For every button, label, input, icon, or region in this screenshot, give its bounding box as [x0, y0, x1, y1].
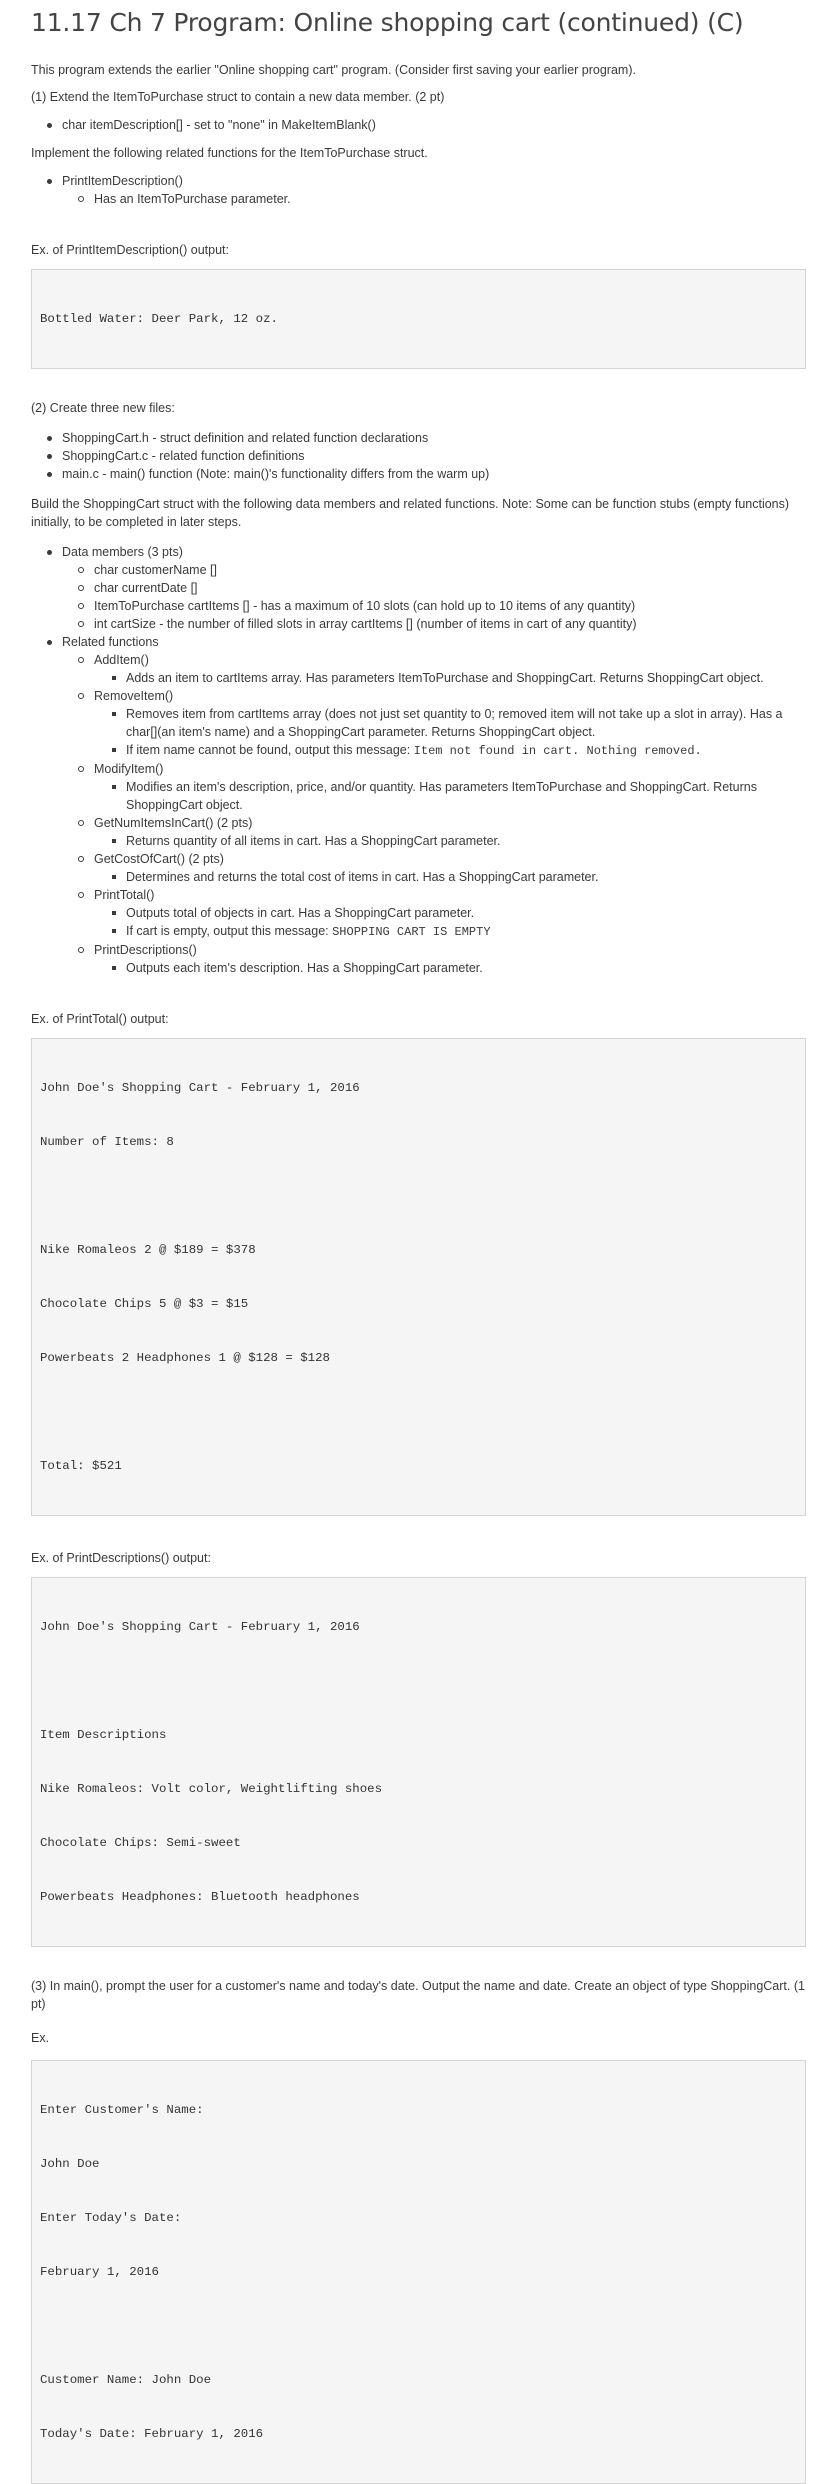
code-line [40, 2317, 797, 2335]
part3-example-label: Ex. [31, 2031, 50, 2045]
notfound-text: If item name cannot be found, output this message: [126, 743, 414, 757]
list-item [62, 760, 806, 814]
list-item [62, 941, 806, 977]
part1-heading: (1) Extend the ItemToPurchase struct to contain a new data member. (2 pt) [31, 90, 445, 104]
empty-code: SHOPPING CART IS EMPTY [332, 925, 491, 939]
code-line: Chocolate Chips 5 @ $3 = $15 [40, 1297, 249, 1311]
list-item [62, 651, 806, 687]
code-line [40, 1403, 797, 1421]
code-line: Nike Romaleos: Volt color, Weightlifting shoes [40, 1782, 383, 1796]
code-line: John Doe [40, 2157, 100, 2171]
list-item: char customerName [] [62, 561, 806, 579]
code-block-print-item-description [31, 269, 806, 369]
code-line: Customer Name: John Doe [40, 2373, 212, 2387]
part3-heading: (3) In main(), prompt the user for a customer's name and today's date. Output the name and date. Create an object of type ShoppingCart. (1 pt) [31, 1979, 805, 2011]
code-block-main-prompt [31, 2060, 806, 2484]
list-item [62, 814, 806, 850]
list-item: char itemDescription[] - set to "none" in MakeItemBlank() [31, 116, 806, 134]
list-item: main.c - main() function (Note: main()'s functionality differs from the warm up) [31, 465, 806, 483]
intro-text: This program extends the earlier "Online shopping cart" program. (Consider first saving your earlier program). [31, 63, 636, 77]
data-members-label: Data members (3 pts) [62, 545, 183, 559]
list-item [94, 922, 806, 941]
list-item: ShoppingCart.h - struct definition and related function declarations [31, 429, 806, 447]
part1-implement-text: Implement the following related functions for the ItemToPurchase struct. [31, 146, 428, 160]
code-line: Bottled Water: Deer Park, 12 oz. [40, 312, 278, 326]
notfound-code: Item not found in cart. Nothing removed. [413, 744, 702, 758]
list-item: Outputs total of objects in cart. Has a ShoppingCart parameter. [94, 904, 806, 922]
list-item: Adds an item to cartItems array. Has parameters ItemToPurchase and ShoppingCart. Returns ShoppingCart object. [94, 669, 806, 687]
function-name: GetNumItemsInCart() (2 pts) [94, 816, 253, 830]
function-name: GetCostOfCart() (2 pts) [94, 852, 224, 866]
code-line [40, 1672, 797, 1690]
code-line: Today's Date: February 1, 2016 [40, 2427, 264, 2441]
part2-heading: (2) Create three new files: [31, 401, 175, 415]
struct-spec-list [31, 543, 806, 977]
code-line: Chocolate Chips: Semi-sweet [40, 1836, 241, 1850]
code-line: John Doe's Shopping Cart - February 1, 2016 [40, 1620, 360, 1634]
code-line: Total: $521 [40, 1459, 122, 1473]
code-line: Item Descriptions [40, 1728, 167, 1742]
list-item [31, 172, 806, 208]
list-item [62, 687, 806, 760]
code-line: Powerbeats 2 Headphones 1 @ $128 = $128 [40, 1351, 330, 1365]
function-name: AddItem() [94, 653, 149, 667]
list-item [94, 741, 806, 760]
code-line: Powerbeats Headphones: Bluetooth headphones [40, 1890, 360, 1904]
function-name: ModifyItem() [94, 762, 164, 776]
list-item: Returns quantity of all items in cart. Has a ShoppingCart parameter. [94, 832, 806, 850]
code-line: Number of Items: 8 [40, 1135, 174, 1149]
list-item: int cartSize - the number of filled slots in array cartItems [] (number of items in cart of any quantity) [62, 615, 806, 633]
empty-text: If cart is empty, output this message: [126, 924, 333, 938]
list-item [31, 633, 806, 977]
list-item: ItemToPurchase cartItems [] - has a maximum of 10 slots (can hold up to 10 items of any quantity) [62, 597, 806, 615]
function-name: PrintItemDescription() [62, 174, 183, 188]
code-line: Nike Romaleos 2 @ $189 = $378 [40, 1243, 256, 1257]
code-block-print-total [31, 1038, 806, 1516]
page-title: 11.17 Ch 7 Program: Online shopping cart (continued) (C) [31, 8, 744, 37]
list-item [62, 850, 806, 886]
part2-build-text: Build the ShoppingCart struct with the following data members and related functions. Note: Some can be function stubs (empty functions) initially, to be completed in later steps. [31, 497, 790, 529]
code-line: Enter Customer's Name: [40, 2103, 204, 2117]
list-item: ShoppingCart.c - related function definitions [31, 447, 806, 465]
function-name: RemoveItem() [94, 689, 174, 703]
list-item: Determines and returns the total cost of items in cart. Has a ShoppingCart parameter. [94, 868, 806, 886]
list-item: Outputs each item's description. Has a ShoppingCart parameter. [94, 959, 806, 977]
list-item: char currentDate [] [62, 579, 806, 597]
part1-example-label: Ex. of PrintItemDescription() output: [31, 243, 229, 257]
print-total-example-label: Ex. of PrintTotal() output: [31, 1012, 169, 1026]
list-item [31, 543, 806, 633]
list-item: Has an ItemToPurchase parameter. [62, 190, 806, 208]
part1-list [31, 116, 806, 134]
function-name: PrintTotal() [94, 888, 155, 902]
code-line: Enter Today's Date: [40, 2211, 182, 2225]
list-item [62, 886, 806, 941]
list-item: Modifies an item's description, price, and/or quantity. Has parameters ItemToPurchase and ShoppingCart. Returns ShoppingCart object. [94, 778, 806, 814]
function-name: PrintDescriptions() [94, 943, 197, 957]
related-functions-label: Related functions [62, 635, 159, 649]
code-block-print-descriptions [31, 1577, 806, 1947]
code-line: February 1, 2016 [40, 2265, 159, 2279]
code-line [40, 1187, 797, 1205]
code-line: John Doe's Shopping Cart - February 1, 2016 [40, 1081, 360, 1095]
print-descriptions-example-label: Ex. of PrintDescriptions() output: [31, 1551, 211, 1565]
list-item: Removes item from cartItems array (does not just set quantity to 0; removed item will not take up a slot in array). Has a char[](an item's name) and a ShoppingCart parameter. Returns ShoppingCart object. [94, 705, 806, 741]
files-list [31, 429, 806, 483]
part1-functions-list [31, 172, 806, 208]
